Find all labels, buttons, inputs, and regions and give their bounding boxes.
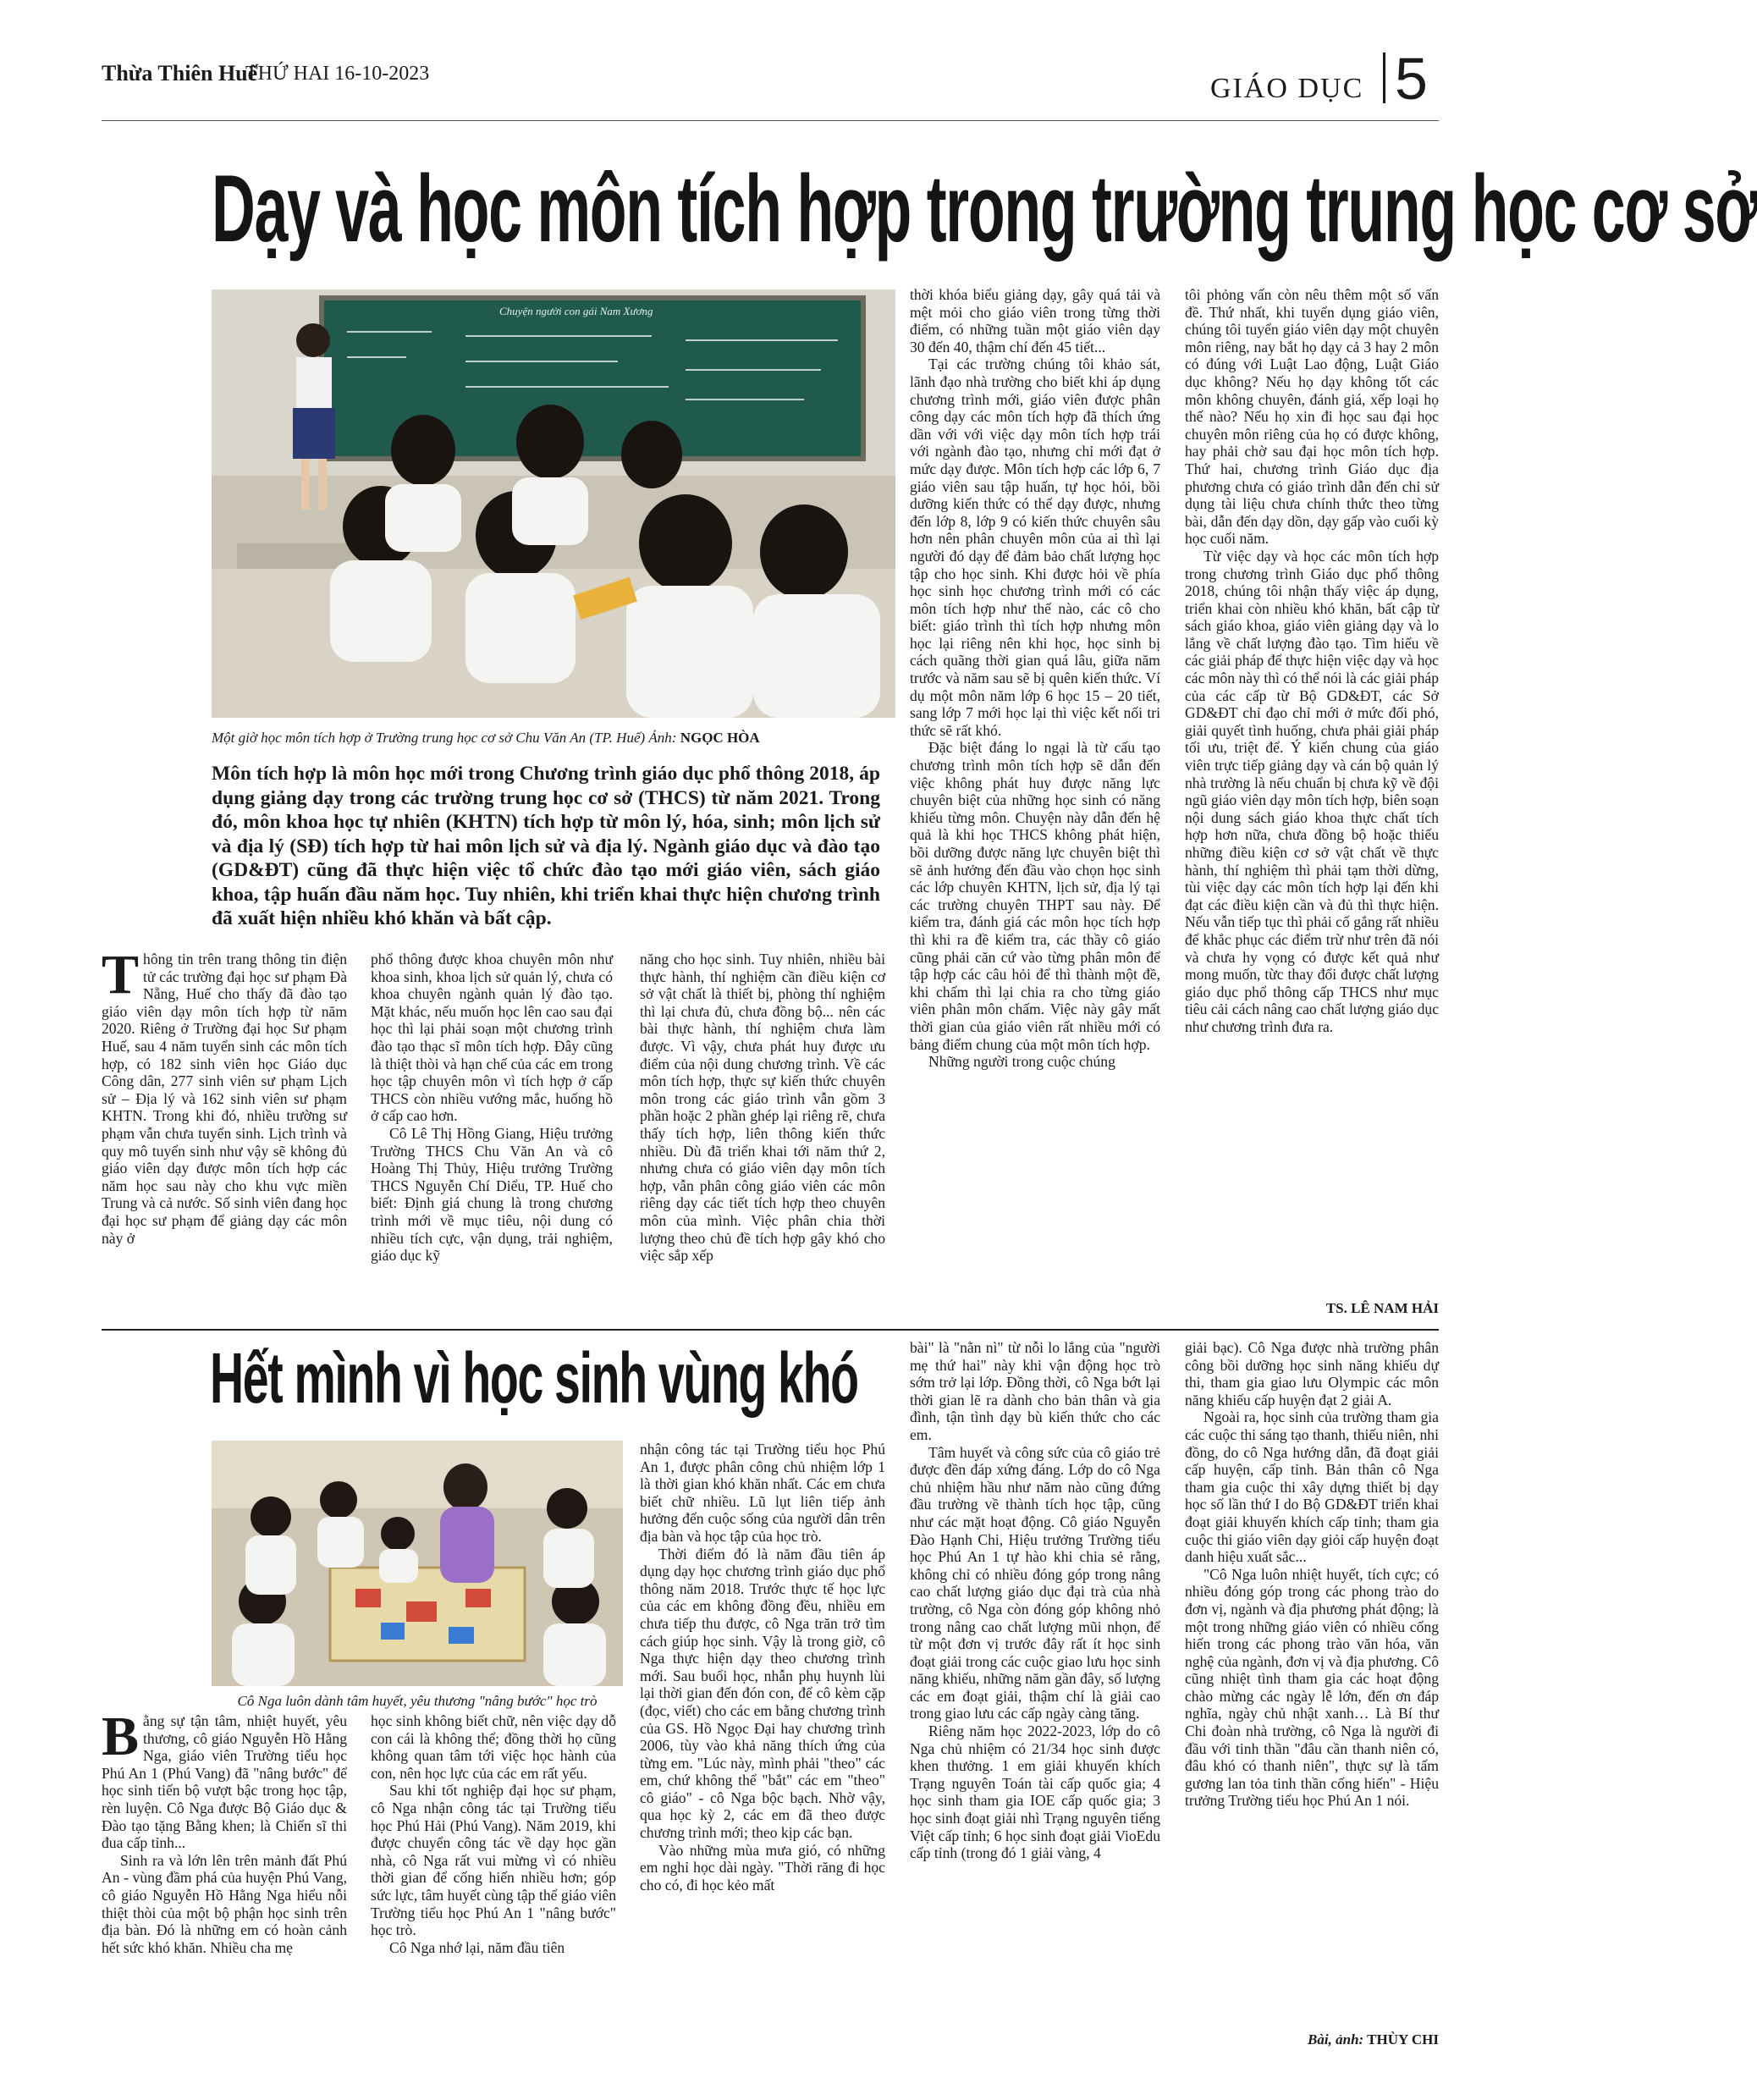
article2-byline-name: THÙY CHI	[1367, 2031, 1439, 2048]
article1-column-4	[910, 286, 1160, 1315]
article1-column-3	[640, 951, 885, 1323]
article2-col1-paragraph-2: Sinh ra và lớn lên trên mảnh đất Phú An - vùng đầm phá của huyện Phú Vang, cô giáo Nguyễn Hồ Hằng Nga hiểu nỗi thiệt thòi của một bộ phận học sinh trên địa bàn. Đó là những em có hoàn cảnh hết sức khó khăn. Nhiều cha mẹ	[102, 1851, 347, 1956]
top-rule	[102, 120, 1439, 121]
article1-photo	[212, 289, 895, 718]
article2-byline-prefix: Bài, ảnh:	[1308, 2031, 1364, 2048]
article2-col2-paragraph-1: học sinh không biết chữ, nên việc dạy dỗ con cái là không thể; đồng thời họ cũng không quan tâm tới việc học hành của con, nên học lực của các em rất yếu.	[371, 1712, 616, 1782]
article2-col4-paragraph-2: Tâm huyết và công sức của cô giáo trẻ được đền đáp xứng đáng. Lớp do cô Nga chủ nhiệm hầu như năm nào cũng đứng đầu trường về thành tích học tập, cũng như các mặt hoạt động. Cô giáo Nguyễn Đào Hạnh Chi, Hiệu trưởng Trường tiểu học Phú An 1 tự hào khi chia sẻ rằng, không chỉ có nhiều đóng góp trong nâng cao chất lượng giáo dục đại trà của nhà trường, cô Nga còn đóng góp không nhỏ trong nâng cao chất lượng mũi nhọn, để từ một đơn vị trước đây rất ít học sinh đoạt giải trong các cuộc giao lưu học sinh năng khiếu, những năm gần đây, số lượng các em đoạt giải, thậm chí là giải cao trong giao lưu các cấp ngày càng tăng.	[910, 1443, 1160, 1722]
article1-column-1	[102, 944, 347, 1323]
board-text: Chuyện người con gái Nam Xương	[499, 305, 653, 317]
article2-column-3	[640, 1441, 885, 2052]
article2-col4-paragraph-1: bài" là "nằn nì" từ nỗi lo lắng của "người mẹ thứ hai" này khi vận động học trò sớm trở lại lớp. Đồng thời, cô Nga bớt lại thời gian lẽ ra dành cho bản thân và gia đình, tận tình dạy bù kiến thức cho các em.	[910, 1339, 1160, 1443]
classroom-photo-illustration	[212, 289, 895, 718]
article1-col1-paragraph: hông tin trên trang thông tin điện tử các trường đại học sư phạm Đà Nẵng, Huế cho thấy đã đào tạo giáo viên dạy môn tích hợp từ năm 2020. Riêng ở Trường đại học Sư phạm Huế, sau 4 năm tuyển sinh các môn tích hợp, có 182 sinh viên học Giáo dục Công dân, 277 sinh viên sư phạm Lịch sử – Địa lý và 162 sinh viên sư phạm KHTN. Trong khi đó, nhiều trường sư phạm vẫn chưa tuyển sinh. Lịch trình và quy mô tuyển sinh như vậy sẽ không đủ giáo viên dạy được môn tích hợp các năm học sau này cho khu vực miền Trung và cả nước. Số sinh viên đang học đại học sư phạm để giảng dạy các môn này ở	[102, 951, 347, 1247]
article2-col1-paragraph-1: ằng sự tận tâm, nhiệt huyết, yêu thương, cô giáo Nguyễn Hồ Hằng Nga, giáo viên Trường tiểu học Phú An 1 (Phú Vang) đã "nâng bước" để học sinh tiến bộ vượt bậc trong học tập, rèn luyện. Cô Nga được Bộ Giáo dục & Đào tạo tặng Bằng khen; là Chiến sĩ thi đua cấp tỉnh...	[102, 1712, 347, 1852]
article1-sapo: Môn tích hợp là môn học mới trong Chương trình giáo dục phổ thông 2018, áp dụng giảng dạy trong các trường trung học cơ sở (THCS) từ năm 2021. Trong đó, môn khoa học tự nhiên (KHTN) tích hợp từ môn lý, hóa, sinh; môn lịch sử và địa lý (SĐ) tích hợp từ hai môn lịch sử và địa lý. Ngành giáo dục và đào tạo (GD&ĐT) cũng đã thực hiện việc tổ chức đào tạo mới giáo viên, sách giáo khoa, tập huấn đầu năm học. Tuy nhiên, khi triển khai thực hiện chương trình đã xuất hiện nhiều khó khăn và bất cập.	[212, 763, 880, 929]
article2-byline	[1185, 2031, 1439, 2048]
article1-headline: Dạy và học môn tích hợp trong trường trung học cơ sở	[212, 156, 1757, 262]
article1-byline: TS. LÊ NAM HẢI	[1325, 1300, 1439, 1316]
article-separator	[102, 1329, 1439, 1331]
teacher-with-students-illustration	[212, 1441, 623, 1686]
article2-col5-paragraph-1: giải bạc). Cô Nga được nhà trường phân công bồi dưỡng học sinh năng khiếu dự thi, tham gia giao lưu Olympic các môn năng khiếu cấp huyện đạt 2 giải A.	[1185, 1339, 1439, 1408]
page-number: 5	[1395, 46, 1428, 112]
article1-col3-paragraph: năng cho học sinh. Tuy nhiên, nhiều bài thực hành, thí nghiệm cần điều kiện cơ sở vật chất là thiết bị, phòng thí nghiệm thì lại chưa đủ, chưa đồng bộ... nên các bài thực hành, thí nghiệm chưa làm được. Vì vậy, chưa phát huy được ưu điểm của nội dung chương trình. Về các môn tích hợp, thực sự kiến thức chuyên môn trong các giáo trình vẫn gồm 3 phần hoặc 2 phần ghép lại riêng rẽ, chưa thấy tích hợp, liên thông kiến thức nhiều. Dù đã triển khai tới năm thứ 2, nhưng chưa có giáo viên dạy môn tích hợp, vẫn phân công giáo viên các môn riêng dạy các tiết tích hợp theo chuyên môn của mình. Việc phân chia thời lượng theo chủ đề tích hợp gây khó cho việc sắp xếp	[640, 951, 885, 1265]
article1-column-2	[371, 951, 613, 1323]
article2-headline: Hết mình vì học sinh vùng khó	[210, 1338, 858, 1418]
article2-dropcap: B	[102, 1706, 140, 1767]
article2-col3-paragraph-1: nhận công tác tại Trường tiểu học Phú An 1, được phân công chủ nhiệm lớp 1 là thời gian khó khăn nhất. Các em chưa biết chữ nhiều. Lũ lụt liên tiếp ảnh hưởng đến cuộc sống của người dân trên địa bàn và học tập của học trò.	[640, 1441, 885, 1545]
article2-column-2	[371, 1712, 616, 2051]
article1-dropcap: T	[102, 944, 140, 1006]
article2-col3-paragraph-2: Thời điểm đó là năm đầu tiên áp dụng dạy học chương trình giáo dục phổ thông năm 2018. Trước thực tế học lực của các em không đồng đều, nhiều em chưa tiếp thu được, cô Nga trăn trở tìm cách giúp học sinh. Vậy là trong giờ, cô Nga thực hiện dạy theo chương trình mới. Sau buổi học, nhẫn phụ huynh lùi lại thời gian đến đón con, để cô kèm cặp (đọc, viết) cho các em bằng chương trình của GS. Hồ Ngọc Đại hay chương trình 2006, tùy vào khả năng thích ứng của từng em. "Lúc này, mình phải "theo" các em, chứ không thể "bắt" các em "theo" cô giáo" - cô Nga bộc bạch. Nhờ vậy, qua học kỳ 2, các em đã theo được chương trình mới; theo kịp các bạn.	[640, 1545, 885, 1842]
article2-photo-caption: Cô Nga luôn dành tâm huyết, yêu thương "nâng bước" học trò	[237, 1693, 598, 1709]
article1-column-5	[1185, 286, 1439, 1276]
article2-col2-paragraph-2: Sau khi tốt nghiệp đại học sư phạm, cô Nga nhận công tác tại Trường tiểu học Phú Hải (Phú Vang). Năm 2019, khi được chuyển công tác về dạy học gần nhà, cô Nga rất vui mừng vì có nhiều thời gian để cống hiến nhiều hơn; góp sức lực, tâm huyết cùng tập thể giáo viên Trường tiểu học Phú An 1 "nâng bước" học trò.	[371, 1782, 616, 1939]
article2-column-4	[910, 1339, 1160, 2052]
article1-col4-paragraph-2: Tại các trường chúng tôi khảo sát, lãnh đạo nhà trường cho biết khi áp dụng chương trình mới, giáo viên được phân công dạy các môn tích hợp đã thích ứng dần với với việc dạy môn tích hợp trái với ngành đào tạo, nhưng chỉ mới đạt ở mức dạy được. Môn tích hợp các lớp 6, 7 giáo viên sau tập huấn, tự học hỏi, bồi dưỡng kiến thức có thể dạy được, nhưng đến lớp 8, lớp 9 có kiến thức chuyên sâu hơn nên phân chuyên môn của ai thì lại người đó dạy để đảm bảo chất lượng học tập cho học sinh. Khi được hỏi về phía học sinh học chương trình mới có các môn tích hợp như thế nào, các cô cho biết: giáo trình thì tích hợp nhưng môn học lại riêng nên khi học, học sinh bị cách quãng thời gian quá lâu, giữa năm trước và năm sau sẽ bị quên kiến thức. Ví dụ một môn năm lớp 6 học 15 – 20 tiết, sang lớp 7 mới học lại thì việc kết nối tri thức sẽ rất khó.	[910, 356, 1160, 739]
article2-col3-paragraph-3: Vào những mùa mưa gió, có những em nghỉ học dài ngày. "Thời răng đi học cho có, đi học kẻo mất	[640, 1841, 885, 1893]
article1-photo-caption	[212, 730, 895, 747]
article1-col4-paragraph-1: thời khóa biểu giảng dạy, gây quá tải và mệt mỏi cho giáo viên trong từng thời điểm, có những tuần một giáo viên dạy 30 đến 40, thậm chí đến 45 tiết...	[910, 286, 1160, 356]
section-divider	[1383, 52, 1385, 103]
article2-col2-paragraph-3: Cô Nga nhớ lại, năm đầu tiên	[389, 1938, 565, 1956]
article2-column-5	[1185, 1339, 1439, 2025]
article1-col4-paragraph-4: Những người trong cuộc chúng	[928, 1053, 1115, 1071]
section-label: GIÁO DỤC	[1210, 73, 1364, 104]
article2-photo	[212, 1441, 623, 1686]
article2-col5-paragraph-2: Ngoài ra, học sinh của trường tham gia các cuộc thi sáng tạo thanh, thiếu niên, nhi đồng, do cô Nga hướng dẫn, đã đoạt giải cấp huyện, cấp tỉnh. Bản thân cô Nga tham gia cuộc thi xây dựng thiết bị dạy học số lần thứ I do Bộ GD&ĐT triển khai đoạt giải khuyến khích cấp tỉnh; tham gia cuộc thi giáo viên dạy giỏi cấp huyện đoạt danh hiệu xuất sắc...	[1185, 1408, 1439, 1566]
article1-col5-paragraph-2: Từ việc dạy và học các môn tích hợp trong chương trình Giáo dục phổ thông 2018, chúng tôi nhận thấy việc áp dụng, triển khai còn nhiều khó khăn, bất cập từ sách giáo khoa, giáo viên giảng dạy và lo lắng về chất lượng đào tạo. Tìm hiểu về các giải pháp để thực hiện việc dạy và học các môn này thì có thể nói là các giải pháp của các cấp từ Bộ GD&ĐT, các Sở GD&ĐT chỉ đạo chỉ mới ở mức đối phó, giải quyết tình huống, chưa phải giải pháp tối ưu, triệt để. Ý kiến chung của giáo viên trực tiếp giảng dạy và cán bộ quản lý nhà trường là nếu chuẩn bị chưa kỹ về đội ngũ giáo viên dạy môn tích hợp, biên soạn nội dung sách giáo khoa thực chất tích hợp hơn nữa, chưa đồng bộ hoặc thiếu những điều kiện cơ sở vật chất về thực hành, thí nghiệm thì phải tạm thời dừng, tùi việc dạy các môn tích hợp lại đến khi đạt các điều kiện cần và đủ thì thực hiện. Nếu vẫn tiếp tục thì phải cố gắng rất nhiều để khắc phục các điểm trừ như trên đã nói và chưa hy vọng có được kết quả như mong muốn, từc thay đổi được chất lượng giáo dục phổ thông cấp THCS như mục tiêu cải cách nâng cao chất lượng giáo dục như chương trình đưa ra.	[1185, 547, 1439, 1035]
article1-col5-paragraph-1: tôi phỏng vấn còn nêu thêm một số vấn đề. Thứ nhất, khi tuyển dụng giáo viên, chúng tôi tuyển giáo viên dạy một chuyên môn riêng, nay bắt họ dạy cả 3 hay 2 môn có đúng với Luật Lao động, Luật Giáo dục không? Nếu họ dạy không tốt các môn không chuyên, đánh giá, xếp loại họ thế nào? Nếu họ xin đi học sau đại học chuyên môn riêng của họ có được không, hay phải chờ sau đại học môn tích hợp. Thứ hai, chương trình Giáo dục địa phương chưa có giáo trình dẫn đến chỉ sử dụng tài liệu chưa chính thức theo từng bài, dẫn đến dạy dồn, dạy gấp vào cuối kỳ học cuối năm.	[1185, 286, 1439, 548]
article1-col2-paragraph-2: Cô Lê Thị Hồng Giang, Hiệu trưởng Trường THCS Chu Văn An và cô Hoàng Thị Thủy, Hiệu trưởng Trường THCS Nguyễn Chí Diểu, TP. Huế cho biết: Định giá chung là trong chương trình mới về mục tiêu, nội dung có nhiều tích cực, vận dụng, trải nghiệm, giáo dục kỹ	[371, 1124, 613, 1265]
article2-col4-paragraph-3: Riêng năm học 2022-2023, lớp do cô Nga chủ nhiệm có 21/34 học sinh được khen thưởng. 1 em giải khuyến khích Trạng nguyên Toán tài cấp quốc gia; 4 học sinh tham gia IOE cấp quốc gia; 3 học sinh đoạt giải nhì Trạng nguyên tiếng Việt cấp tỉnh; 6 học sinh đoạt giải VioEdu cấp tỉnh (trong đó 1 giải vàng, 4	[910, 1722, 1160, 1862]
article1-caption-text: Một giờ học môn tích hợp ở Trường trung học cơ sở Chu Văn An (TP. Huế) Ảnh:	[212, 730, 677, 746]
article1-photo-credit: NGỌC HÒA	[680, 730, 760, 746]
article2-col5-paragraph-3: "Cô Nga luôn nhiệt huyết, tích cực; có nhiều đóng góp trong các phong trào do đơn vị, ngành và địa phương phát động; là một trong những giáo viên có nhiều cống hiến trong các phong trào văn hóa, văn nghệ của ngành, đơn vị và địa phương. Cô cũng nhiệt tình tham gia các hoạt động chào mừng các ngày lễ lớn, đến ơn đáp nghĩa, ngày chủ nhật xanh… Là Bí thư Chi đoàn nhà trường, cô Nga là người đi đầu với tinh thần "đâu cần thanh niên có, đâu khó có thanh niên", thực sự là tấm gương lan tỏa tinh thần cống hiến" - Hiệu trưởng Trường tiểu học Phú An 1 nói.	[1185, 1565, 1439, 1810]
article2-column-1	[102, 1706, 347, 2051]
newspaper-name: Thừa Thiên Huế	[102, 61, 258, 85]
issue-date: THỨ HAI 16-10-2023	[245, 63, 430, 85]
article1-col4-paragraph-3: Đặc biệt đáng lo ngại là từ cấu tạo chương trình môn tích hợp sẽ dẫn đến việc không phát huy được năng lực chuyên biệt của những học sinh có năng khiếu từng môn. Chuyện này dẫn đến hệ quả là khi học THCS không phát hiện, bồi dưỡng được năng lực chuyên biệt thì sẽ ảnh hưởng đến đầu vào chọn học sinh các lớp chuyên KHTN, lịch sử, địa lý tại các trường chuyên THPT sau này. Để kiểm tra, đánh giá các môn học tích hợp thì khi ra đề kiểm tra, các thầy cô giáo cũng phải căn cứ vào từng phân môn để tập hợp các câu hỏi để thì thành một đề, khi chấm thì lại chia ra cho từng giáo viên phân môn chấm. Việc này gây mất thời gian của giáo viên rất nhiều mới có bảng điểm chung của một môn tích hợp.	[910, 739, 1160, 1053]
article1-col2-paragraph-1: phổ thông được khoa chuyên môn như khoa sinh, khoa lịch sử quản lý, chưa có khoa chuyên ngành quản lý đào tạo. Mặt khác, nếu muốn học lên cao sau đại học thì lại phải soạn một chương trình đào tạo thạc sĩ môn tích hợp. Đây cũng là thiệt thòi và hạn chế của các em trong học tập chuyên môn vì tích hợp ở cấp THCS còn nhiều vướng mắc, huống hồ ở cấp cao hơn.	[371, 951, 613, 1125]
